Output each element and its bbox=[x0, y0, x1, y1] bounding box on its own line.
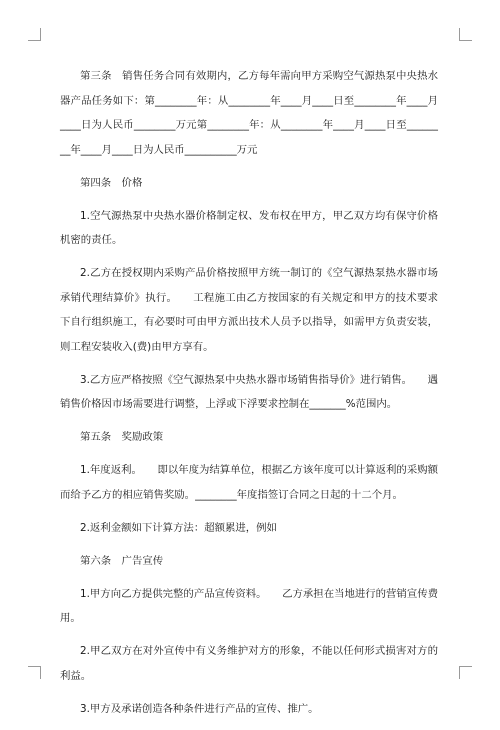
clause-6-item-2: 2.甲乙双方在对外宣传中有义务维护对方的形象，不能以任何形式损害对方的利益。 bbox=[60, 645, 438, 682]
clause-4-heading: 第四条 价格 bbox=[80, 176, 143, 189]
clause-4-item-1: 1.空气源热泵中央热水器价格制定权、发布权在甲方，甲乙双方均有保守价格机密的责任。 bbox=[60, 209, 438, 246]
crop-mark-top-left bbox=[28, 28, 41, 41]
clause-6-item-1: 1.甲方向乙方提供完整的产品宣传资料。 乙方承担在当地进行的营销宣传费用。 bbox=[60, 587, 438, 624]
clause-5-heading: 第五条 奖励政策 bbox=[80, 431, 164, 443]
clause-5-item-1: 1.年度返利。 即以年度为结算单位，根据乙方该年度可以计算返利的采购额而给予乙方的相应销售奖励。________年度指签订合同之日起的十二个月。 bbox=[60, 464, 438, 501]
clause-6-item-3: 3.甲方及承诺创造各种条件进行产品的宣传、推广。 bbox=[80, 702, 319, 715]
crop-mark-bottom-left bbox=[28, 666, 41, 679]
document-body bbox=[60, 64, 438, 730]
clause-6-heading: 第六条 广告宣传 bbox=[80, 554, 164, 567]
clause-4-item-2: 2.乙方在授权期内采购产品价格按照甲方统一制订的《空气源热泵热水器市场承销代理结算价》执行。 工程施工由乙方按国家的有关规定和甲方的技术要求下自行组织施工，有必要时可由甲方派出技术人员予以指导，如需甲方负责安装，则工程安装收入(费)由甲方享有。 bbox=[60, 267, 438, 353]
clause-3-sales-target: 第三条 销售任务合同有效期内，乙方每年需向甲方采购空气源热泵中央热水器产品任务如下：第________年：从________年____月____日至________年____月____日为人民币________万元第________年：从________年____月____日至________年____月____日为人民币__________万元 bbox=[60, 70, 438, 156]
crop-mark-top-right bbox=[459, 28, 472, 41]
clause-4-item-3: 3.乙方应严格按照《空气源热泵中央热水器市场销售指导价》进行销售。 遇销售价格因市场需要进行调整，上浮或下浮要求控制在_______%范围内。 bbox=[60, 373, 438, 410]
crop-mark-bottom-right bbox=[459, 666, 472, 679]
clause-5-item-2: 2.返利金额如下计算方法：超额累进，例如 bbox=[80, 521, 277, 534]
